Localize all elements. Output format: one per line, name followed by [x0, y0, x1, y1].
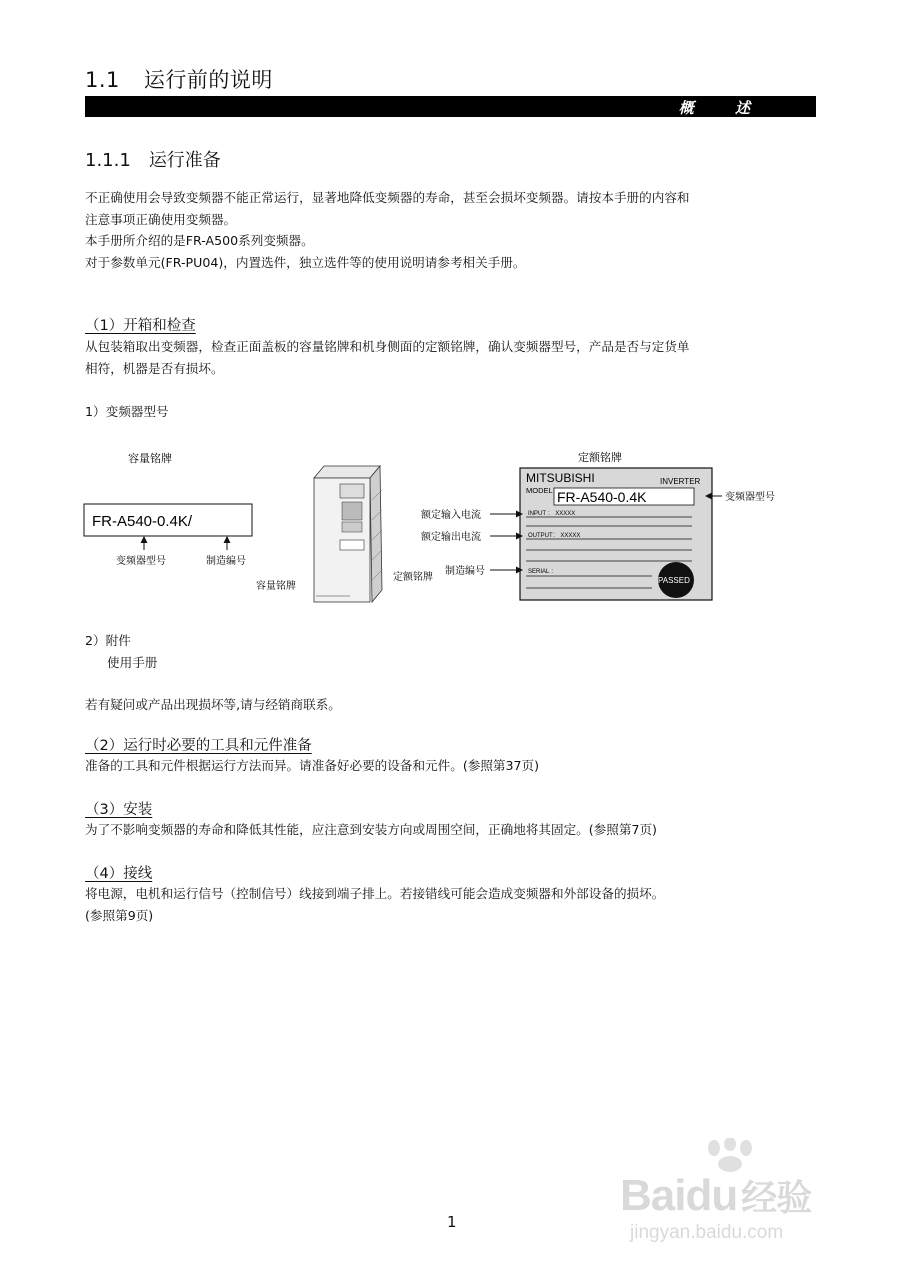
intro-line: 不正确使用会导致变频器不能正常运行，显著地降低变频器的寿命，甚至会损坏变频器。请按本手册的内容和 — [85, 190, 690, 205]
rating-model-label: MODEL — [526, 486, 553, 495]
rating-brand: MITSUBISHI — [526, 471, 595, 485]
cap-plate-title: 容量铭牌 — [128, 452, 172, 465]
subsection-number: 1.1.1 — [85, 150, 131, 171]
cap-arrow-serial: 制造编号 — [206, 556, 246, 567]
subsection-heading — [85, 146, 221, 172]
section-3-title: （3）安装 — [85, 802, 153, 818]
rating-output: OUTPUT： XXXXX — [528, 533, 581, 539]
section-1-line: 从包装箱取出变频器，检查正面盖板的容量铭牌和机身侧面的定额铭牌，确认变频器型号，产品是否与定货单 — [85, 339, 690, 354]
section-1-line: 相符，机器是否有损坏。 — [85, 360, 224, 376]
callout-model: 变频器型号 — [725, 492, 775, 503]
rating-serial: SERIAL ： — [528, 569, 557, 575]
contact-text: 若有疑问或产品出现损坏等,请与经销商联系。 — [85, 697, 341, 712]
section-heading — [85, 64, 273, 94]
watermark-url: jingyan.baidu.com — [630, 1222, 784, 1243]
rating-passed: PASSED — [658, 576, 690, 585]
intro-line: 注意事项正确使用变频器。 — [85, 211, 237, 227]
callout-serial: 制造编号 — [445, 566, 485, 577]
inverter-rating-label: 定额铭牌 — [393, 572, 433, 583]
watermark-brand-2: du — [685, 1171, 738, 1220]
watermark-brand: Bai — [620, 1171, 686, 1220]
section-3-text: 为了不影响变频器的寿命和降低其性能，应注意到安装方向或周围空间，正确地将其固定。(参照第7页) — [85, 822, 657, 837]
item-2-title: 2）附件 — [85, 633, 131, 648]
section-title: 运行前的说明 — [143, 68, 273, 92]
inverter-illustration — [314, 466, 382, 602]
intro-line: 对于参数单元(FR-PU04)，内置选件，独立选件等的使用说明请参考相关手册。 — [85, 254, 526, 270]
callout-input: 额定输入电流 — [421, 510, 481, 521]
intro-line: 本手册所介绍的是FR-A500系列变频器。 — [85, 233, 314, 248]
rating-model: FR-A540-0.4K — [557, 489, 647, 505]
section-4-line: (参照第9页) — [85, 907, 154, 923]
section-2-text: 准备的工具和元件根据运行方法而异。请准备好必要的设备和元件。(参照第37页) — [85, 758, 540, 773]
section-4-text — [85, 883, 820, 926]
nameplate-diagram — [80, 440, 800, 620]
paw-icon — [700, 1138, 760, 1172]
inverter-cap-label: 容量铭牌 — [256, 581, 296, 592]
section-1-title: （1）开箱和检查 — [85, 318, 196, 334]
rating-plate-title: 定额铭牌 — [578, 451, 622, 464]
subsection-title: 运行准备 — [148, 150, 221, 171]
callout-output: 额定输出电流 — [421, 532, 481, 543]
watermark-cn: 经验 — [741, 1177, 812, 1218]
intro-paragraph — [85, 187, 820, 273]
section-2-title: （2）运行时必要的工具和元件准备 — [85, 738, 312, 754]
page-number: 1 — [447, 1213, 457, 1231]
item-1-title: 1）变频器型号 — [85, 404, 169, 419]
item-2-text: 使用手册 — [107, 655, 158, 670]
header-bar — [85, 96, 816, 117]
baidu-watermark — [620, 1138, 848, 1248]
section-1-text — [85, 336, 820, 379]
section-4-title: （4）接线 — [85, 866, 153, 882]
section-4-line: 将电源，电机和运行信号（控制信号）线接到端子排上。若接错线可能会造成变频器和外部设备的损坏。 — [85, 886, 665, 901]
rating-input: INPUT ： XXXXX — [528, 511, 576, 517]
header-bar-label: 概 述 — [678, 99, 768, 117]
cap-arrow-model: 变频器型号 — [116, 556, 166, 567]
section-number: 1.1 — [85, 68, 120, 92]
rating-inverter: INVERTER — [660, 477, 701, 486]
cap-plate-text: FR-A540-0.4K/ — [92, 513, 193, 530]
